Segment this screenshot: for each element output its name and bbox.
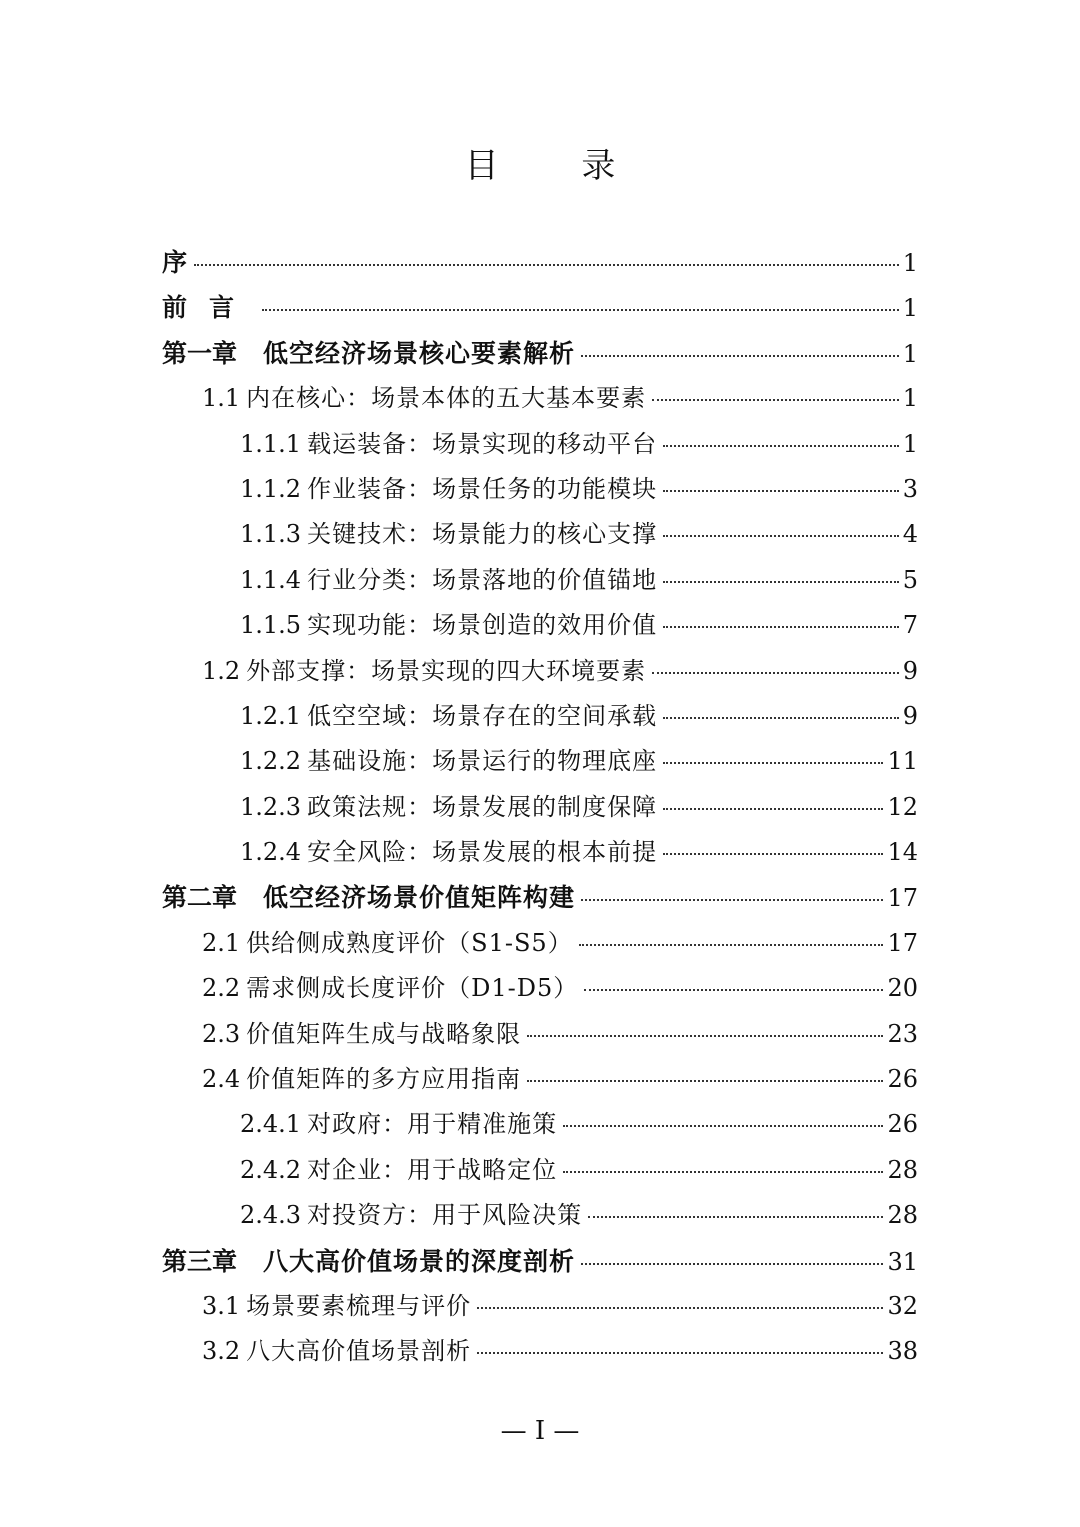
toc-entry-page-number: 4 bbox=[902, 520, 918, 549]
toc-entry-number: 1.2.2 bbox=[240, 747, 302, 776]
toc-entry-page-number: 9 bbox=[902, 656, 918, 685]
toc-entry-title: 低空空域：场景存在的空间承载 bbox=[307, 701, 658, 730]
toc-entry-title: 基础设施：场景运行的物理底座 bbox=[307, 747, 658, 776]
toc-entry-title: 对投资方：用于风险决策 bbox=[307, 1201, 583, 1230]
toc-entry-title: 外部支撑：场景实现的四大环境要素 bbox=[246, 656, 647, 685]
dot-leader bbox=[194, 264, 899, 266]
dot-leader bbox=[563, 1125, 883, 1127]
toc-entry-number: 2.4.3 bbox=[240, 1201, 302, 1230]
dot-leader bbox=[663, 445, 899, 447]
dot-leader bbox=[581, 1263, 883, 1265]
toc-entry-number: 2.2 bbox=[202, 974, 241, 1003]
toc-entry-title: 对政府：用于精准施策 bbox=[307, 1110, 558, 1139]
dot-leader bbox=[527, 1080, 883, 1082]
toc-entry-page-number: 17 bbox=[887, 928, 918, 957]
toc-entry[interactable] bbox=[162, 966, 918, 1011]
toc-entry-number: 2.4.2 bbox=[240, 1155, 302, 1184]
dot-leader bbox=[663, 853, 883, 855]
toc-entry-page-number: 1 bbox=[902, 339, 918, 368]
toc-entry-title: 场景要素梳理与评价 bbox=[246, 1291, 472, 1320]
toc-entry-title: 低空经济场景核心要素解析 bbox=[263, 338, 576, 368]
toc-entry[interactable] bbox=[162, 694, 918, 739]
toc-entry-number: 1.2 bbox=[202, 656, 241, 685]
page-title: 目 录 bbox=[464, 146, 652, 186]
toc-entry[interactable] bbox=[162, 422, 918, 467]
dot-leader bbox=[563, 1171, 883, 1173]
dot-leader bbox=[584, 989, 883, 991]
toc-entry-page-number: 1 bbox=[902, 429, 918, 458]
toc-entry-number: 2.4 bbox=[202, 1065, 241, 1094]
toc-entry-title: 价值矩阵的多方应用指南 bbox=[246, 1065, 522, 1094]
toc-entry[interactable] bbox=[162, 1193, 918, 1238]
page-number-footer: — I — bbox=[500, 1416, 580, 1446]
toc-entry[interactable] bbox=[162, 240, 918, 285]
toc-entry-page-number: 1 bbox=[902, 294, 918, 323]
dot-leader bbox=[477, 1307, 883, 1309]
toc-entry-page-number: 1 bbox=[902, 384, 918, 413]
dot-leader bbox=[652, 672, 899, 674]
toc-entry-number: 1.1 bbox=[202, 384, 241, 413]
toc-entry-number: 第三章 bbox=[162, 1246, 238, 1276]
toc-entry-number: 1.1.3 bbox=[240, 520, 302, 549]
toc-entry[interactable] bbox=[162, 1284, 918, 1329]
dot-leader bbox=[581, 899, 883, 901]
toc-entry[interactable] bbox=[162, 1057, 918, 1102]
toc-entry-page-number: 14 bbox=[887, 838, 918, 867]
toc-entry-title: 需求侧成长度评价（D1-D5） bbox=[246, 974, 579, 1003]
toc-entry-number: 1.2.4 bbox=[240, 838, 302, 867]
toc-entry[interactable] bbox=[162, 1102, 918, 1147]
dot-leader bbox=[579, 944, 884, 946]
toc-entry-title: 载运装备：场景实现的移动平台 bbox=[307, 429, 658, 458]
toc-entry-title: 内在核心：场景本体的五大基本要素 bbox=[246, 384, 647, 413]
toc-entry-number: 第一章 bbox=[162, 338, 238, 368]
dot-leader bbox=[663, 808, 883, 810]
toc-entry-page-number: 20 bbox=[887, 974, 918, 1003]
toc-entry-title: 行业分类：场景落地的价值锚地 bbox=[307, 565, 658, 594]
toc-entry-page-number: 1 bbox=[902, 249, 918, 277]
toc-entry-number: 1.2.1 bbox=[240, 701, 302, 730]
toc-entry-title: 前言 bbox=[162, 293, 257, 323]
toc-entry-page-number: 17 bbox=[887, 884, 918, 913]
dot-leader bbox=[663, 581, 899, 583]
toc-entry-title: 实现功能：场景创造的效用价值 bbox=[307, 611, 658, 640]
toc-entry-title: 作业装备：场景任务的功能模块 bbox=[307, 474, 658, 503]
toc-entry-title: 政策法规：场景发展的制度保障 bbox=[307, 792, 658, 821]
dot-leader bbox=[588, 1216, 883, 1218]
toc-entry[interactable] bbox=[162, 1329, 918, 1374]
toc-entry-number: 1.2.3 bbox=[240, 792, 302, 821]
toc-entry[interactable] bbox=[162, 512, 918, 557]
toc-entry-title: 供给侧成熟度评价（S1-S5） bbox=[246, 928, 573, 957]
toc-entry-number: 2.3 bbox=[202, 1019, 241, 1048]
toc-entry[interactable] bbox=[162, 1239, 918, 1284]
toc-entry[interactable] bbox=[162, 921, 918, 966]
dot-leader bbox=[663, 535, 899, 537]
toc-entry-title: 安全风险：场景发展的根本前提 bbox=[307, 838, 658, 867]
toc-entry-page-number: 32 bbox=[887, 1291, 918, 1320]
toc-entry-page-number: 38 bbox=[887, 1337, 918, 1366]
dot-leader bbox=[527, 1035, 883, 1037]
toc-entry[interactable] bbox=[162, 649, 918, 694]
toc-entry-title: 八大高价值场景剖析 bbox=[246, 1337, 472, 1366]
toc-entry[interactable] bbox=[162, 285, 918, 330]
toc-entry[interactable] bbox=[162, 467, 918, 512]
toc-entry-title: 关键技术：场景能力的核心支撑 bbox=[307, 520, 658, 549]
dot-leader bbox=[477, 1352, 883, 1354]
toc-entry-number: 1.1.2 bbox=[240, 474, 302, 503]
toc-entry-title: 价值矩阵生成与战略象限 bbox=[246, 1019, 522, 1048]
toc-entry-number: 1.1.5 bbox=[240, 611, 302, 640]
toc-entry[interactable] bbox=[162, 331, 918, 376]
toc-entry-page-number: 23 bbox=[887, 1019, 918, 1048]
toc-entry-title: 八大高价值场景的深度剖析 bbox=[263, 1246, 576, 1276]
toc-entry-page-number: 3 bbox=[902, 474, 918, 503]
toc-entry-number: 3.2 bbox=[202, 1337, 241, 1366]
toc-entry[interactable] bbox=[162, 558, 918, 603]
toc-entry-title: 对企业：用于战略定位 bbox=[307, 1155, 558, 1184]
dot-leader bbox=[262, 309, 899, 311]
toc-entry-page-number: 31 bbox=[887, 1247, 918, 1276]
toc-entry-number: 1.1.4 bbox=[240, 565, 302, 594]
toc-entry[interactable] bbox=[162, 1148, 918, 1193]
toc-entry[interactable] bbox=[162, 1012, 918, 1057]
dot-leader bbox=[663, 626, 899, 628]
toc-entry-page-number: 26 bbox=[887, 1065, 918, 1094]
toc-entry[interactable] bbox=[162, 603, 918, 648]
toc-entry-page-number: 12 bbox=[887, 792, 918, 821]
dot-leader bbox=[663, 490, 899, 492]
toc-entry[interactable] bbox=[162, 739, 918, 784]
toc-entry-number: 第二章 bbox=[162, 883, 238, 913]
toc-entry[interactable] bbox=[162, 376, 918, 421]
toc-entry-number: 2.1 bbox=[202, 928, 241, 957]
dot-leader bbox=[581, 355, 899, 357]
toc-entry-page-number: 28 bbox=[887, 1201, 918, 1230]
toc-entry-page-number: 11 bbox=[887, 747, 918, 776]
toc-entry[interactable] bbox=[162, 830, 918, 875]
toc-entry[interactable] bbox=[162, 875, 918, 920]
toc-entry-page-number: 5 bbox=[902, 565, 918, 594]
dot-leader bbox=[663, 717, 899, 719]
toc-entry[interactable] bbox=[162, 785, 918, 830]
toc-entry-page-number: 9 bbox=[902, 701, 918, 730]
toc-entry-number: 3.1 bbox=[202, 1291, 241, 1320]
toc-entry-page-number: 28 bbox=[887, 1155, 918, 1184]
toc-entry-page-number: 7 bbox=[902, 611, 918, 640]
dot-leader bbox=[663, 762, 883, 764]
toc-entry-number: 2.4.1 bbox=[240, 1110, 302, 1139]
dot-leader bbox=[652, 399, 899, 401]
table-of-contents bbox=[162, 240, 918, 1375]
toc-entry-title: 低空经济场景价值矩阵构建 bbox=[263, 883, 576, 913]
toc-entry-title: 序 bbox=[162, 248, 189, 277]
toc-entry-page-number: 26 bbox=[887, 1110, 918, 1139]
toc-entry-number: 1.1.1 bbox=[240, 429, 302, 458]
